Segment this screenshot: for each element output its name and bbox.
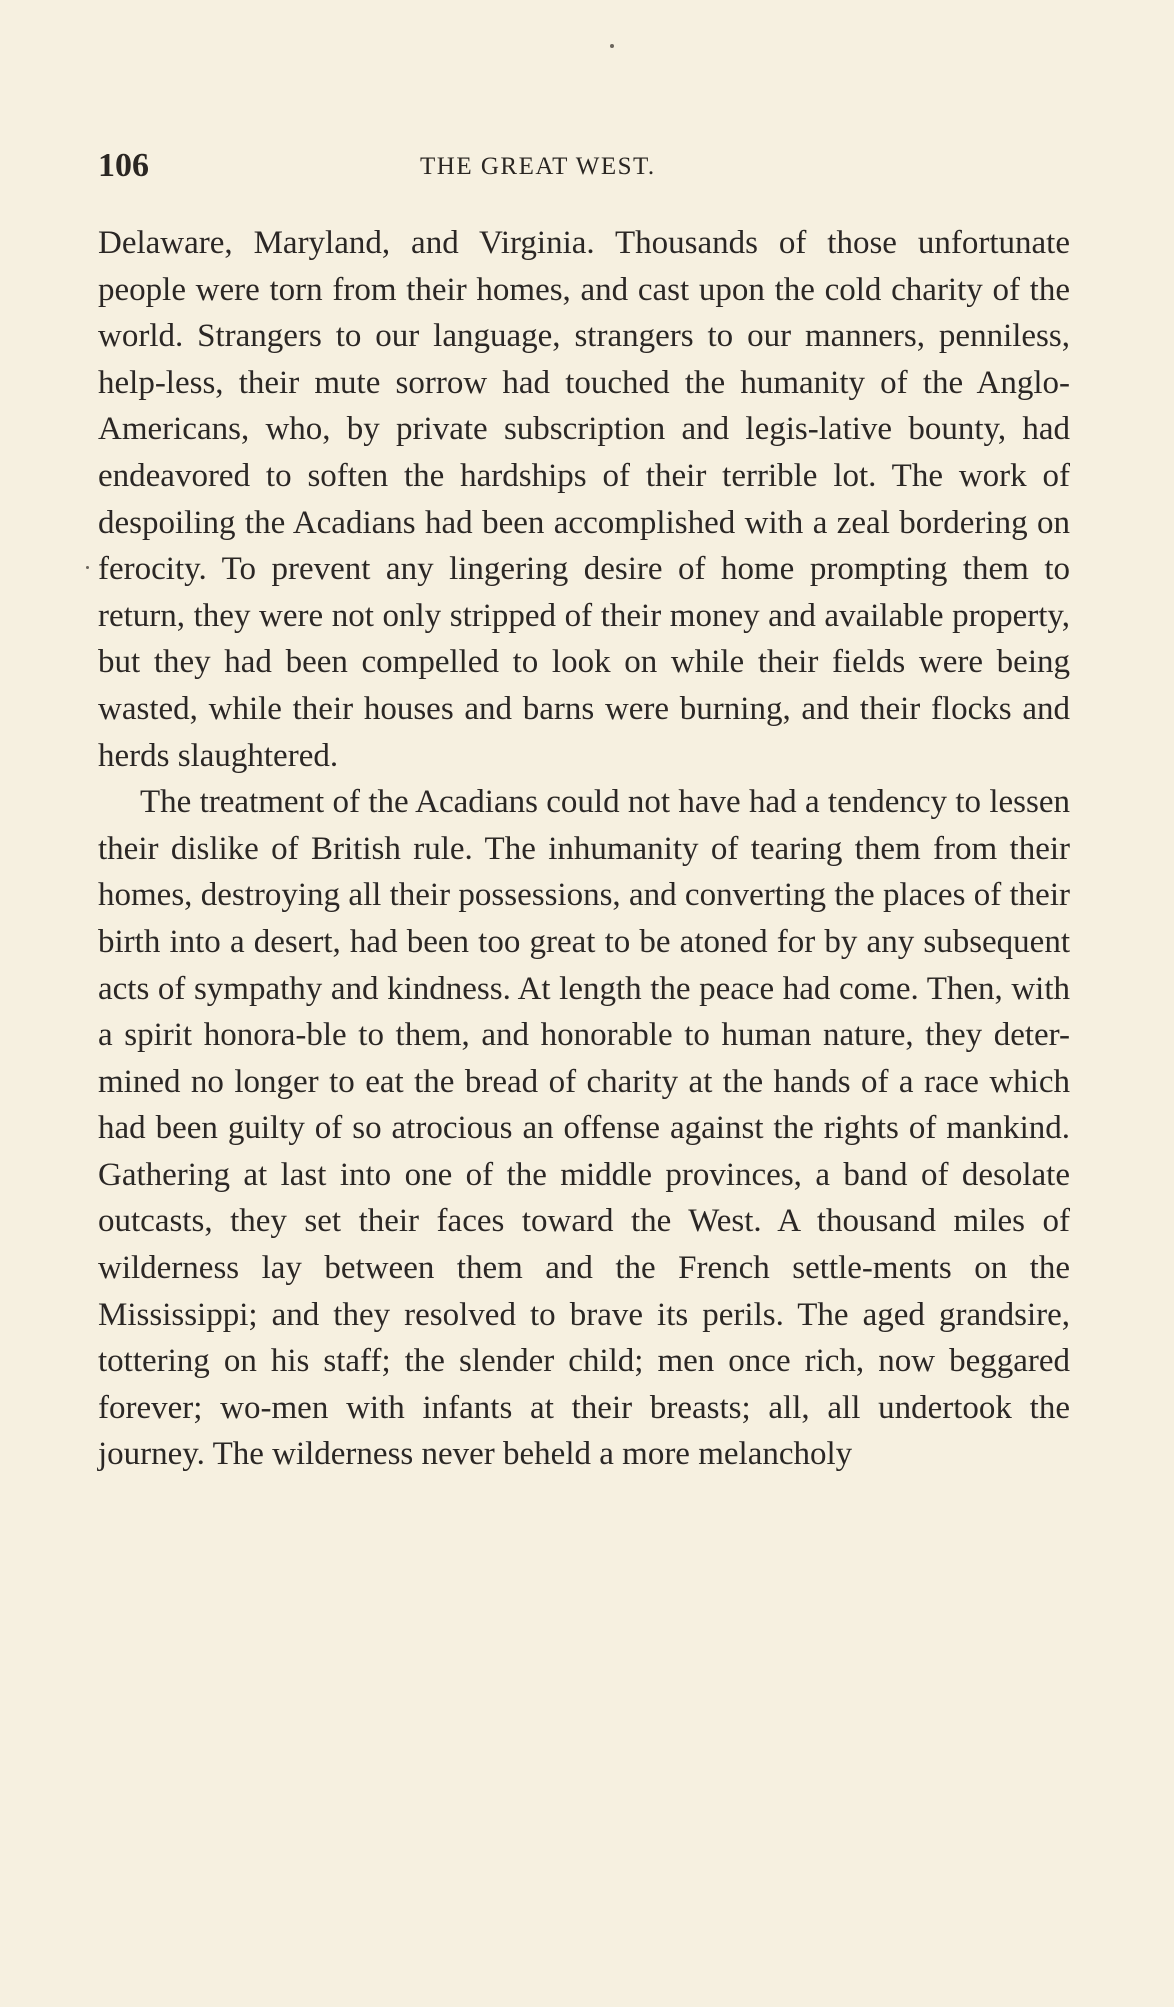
running-title: THE GREAT WEST.: [420, 153, 656, 180]
body-text: [98, 220, 1070, 1478]
ink-speck: [86, 566, 89, 569]
paragraph-2: The treatment of the Acadians could not have had a tendency to lessen their dislike of British rule. The inhumanity of tearing them from their homes, destroying all their possessions, and converting the places of their birth into a desert, had been too great to be atoned for by any subsequent acts of sympathy and kindness. At length the peace had come. Then, with a spirit honora-ble to them, and honorable to human nature, they deter-mined no longer to eat the bread of charity at the hands of a race which had been guilty of so atrocious an offense against the rights of mankind. Gathering at last into one of the middle provinces, a band of desolate outcasts, they set their faces toward the West. A thousand miles of wilderness lay between them and the French settle-ments on the Mississippi; and they resolved to brave its perils. The aged grandsire, tottering on his staff; the slender child; men once rich, now beggared forever; wo-men with infants at their breasts; all, all undertook the journey. The wilderness never beheld a more melancholy: [98, 784, 1070, 1473]
page-header: [98, 146, 1068, 196]
paragraph-1: Delaware, Maryland, and Virginia. Thousands of those unfortunate people were torn from their homes, and cast upon the cold charity of the world. Strangers to our language, strangers to our manners, penniless, help-less, their mute sorrow had touched the humanity of the Anglo-Americans, who, by private subscription and legis-lative bounty, had endeavored to soften the hardships of their terrible lot. The work of despoiling the Acadians had been accomplished with a zeal bordering on ferocity. To prevent any lingering desire of home prompting them to return, they were not only stripped of their money and available property, but they had been compelled to look on while their fields were being wasted, while their houses and barns were burning, and their flocks and herds slaughtered.: [98, 225, 1070, 774]
ink-speck: [610, 44, 614, 48]
page-number: 106: [98, 147, 149, 184]
